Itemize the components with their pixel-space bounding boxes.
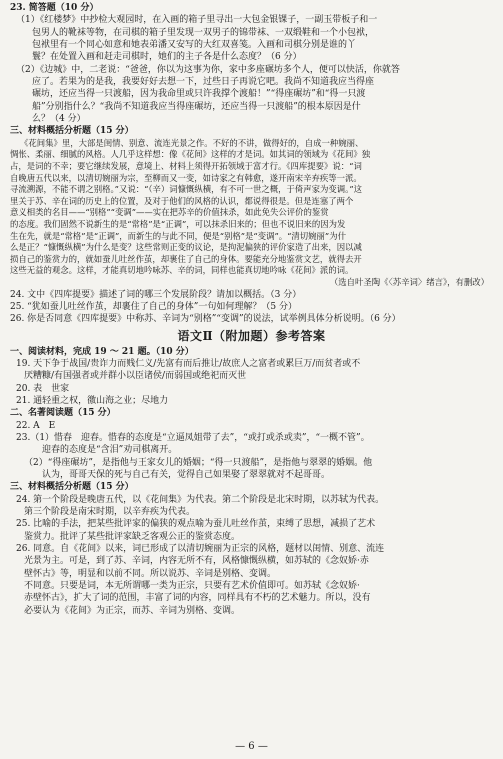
answer-title: 语文Ⅱ（附加题）参考答案	[177, 328, 326, 343]
answers-section3-heading: 三、材料概括分析题（15 分）	[10, 482, 134, 493]
answer-23-1-line: 23.（1）惜春 迎春。惜春的态度是“立逼凤姐带了去”，“或打或杀或卖”，“一概不管”。	[16, 432, 370, 443]
q23-1-line: （1）《红楼梦》中抄检大观园时，在入画的箱子里寻出一大包金银锞子，一副玉带板子和一	[16, 15, 378, 26]
passage-source: （选自叶圣陶《〈苏辛词〉绪言》，有删改）	[329, 276, 489, 287]
passage-line: 意义相类的名目——“别格”“变调”——实在把苏辛的价值抹杀，如此免失公评价的鉴赏	[10, 207, 329, 218]
answer-23-2-line: 认为，哥哥天保的死与自己有关，觉得自己如果娶了翠翠就对不起哥哥。	[42, 469, 331, 480]
answer-19-line: 厌糟糠/有国强者或并群小以臣诸侯/而弱国或绝祀而灭世	[24, 371, 247, 382]
answer-26-line: 26. 同意。自《花间》以来，词已形成了以清切婉丽为正宗的风格，题材以闺情、别意、流连	[16, 544, 385, 555]
answer-19-line: 19. 天下争于战国/贵诈力而贱仁义/先富有而后推让/故庶人之富者或累巨万/而贫者或不	[16, 358, 361, 369]
answer-24-line: 24. 第一个阶段是晚唐五代，以《花间集》为代表。第二个阶段是北宋时期，以苏轼为代表。	[16, 494, 385, 505]
passage-line: 惆怅、柔丽、细腻的风格。人几乎这样想：像《花间》这样的才是词。如其词的领域为《花间》独	[10, 149, 371, 160]
answers-section3	[10, 481, 493, 617]
answer-20: 20. 表 世家	[16, 383, 70, 394]
passage-line: 损自己的鉴赏力的，就如蚕儿吐丝作茧，却裹住了自己的身体。要能充分地鉴赏文艺，就得去开	[10, 253, 362, 264]
answer-23-1-line: 迎春的态度是“含泪”劝司棋离开。	[42, 445, 178, 456]
q23-block	[10, 2, 493, 125]
passage-line: 的态度。我们固然不说新生的是“常格”是“正调”，可以抹杀旧来的；但也不说旧来的因为发	[10, 218, 346, 229]
passage-line: 生在先，就是“常格”是“正调”，而新生的与此不同，便是“别格”是“变调”。“清切婉丽”为什	[10, 230, 346, 241]
answer-22: 22. A E	[16, 420, 56, 431]
q23-1-line: 包袱里有一个同心如意和她表弟潘又安写的大红双喜笺。入画和司棋分别是谁的丫	[32, 40, 357, 51]
answer-25-line: 鉴赏力。批评了某些批评家缺乏客观公正的鉴赏态度。	[24, 531, 241, 542]
answer-26-line: 壁怀古》等，明显和以前不同。所以说苏、辛词是别格、变调。	[24, 568, 277, 579]
q23-heading: 23. 简答题（10 分）	[10, 3, 99, 13]
answer-26-line: 不同意。只要是词，本无所谓哪一类为正宗，只要有艺术价值即可。如苏轼《念奴娇·	[24, 581, 360, 592]
passage-line: 这些无益的观念。这样，才能真切地吟咏苏、辛的词，同样也能真切地吟咏《花间》派的词。	[10, 265, 354, 276]
answer-25-line: 25. 比喻的手法，把某些批评家的偏狭的观点喻为蚕儿吐丝作茧，束缚了思想，减损了艺术	[16, 519, 376, 530]
passage-line: 里关于苏、辛在词的历史上的位置，及对于他们的风格的认识，都说得很是。但是连塞了两个	[10, 195, 354, 206]
passage-line: 么是正？“慷慨纵横”为什么是变？这些常则正变的议论，是拘泥偏狭的评价家造了出来，因以减	[10, 242, 362, 253]
q23-2-line: 应了。若果为的是我，我要好好去想一下，过些日子再说它吧。我尚不知道我应当得座	[32, 77, 375, 88]
answers-section1-heading: 一、阅读材料，完成 19 ～ 21 题。（10 分）	[10, 346, 194, 357]
q26-text: 26. 你是否同意《四库提要》中称苏、辛词为“别格”“变调”的说法，试举例具体分析说明。（6 分）	[10, 314, 401, 325]
answer-26-line: 必要认为《花间》为正宗，而苏、辛词为别格、变调。	[24, 605, 241, 616]
answer-24-line: 第三个阶段是南宋时期，以辛弃疾为代表。	[24, 507, 196, 517]
reading-passage	[10, 138, 493, 289]
answer-21: 21. 通轻重之权，徼山海之业；尽地力	[16, 395, 169, 406]
q23-1-line: 包男人的靴袜等物，在司棋的箱子里发现一双男子的锦带袜、一双缎鞋和一个小包袱，	[32, 27, 375, 38]
answers-section2	[10, 407, 493, 481]
answer-26-line: 赤壁怀古》，扩大了词的范围，丰富了词的内容，同样具有不朽的艺术魅力。所以，没有	[24, 593, 371, 604]
passage-line: 《花间集》里，大部是闺情、别意、流连光景之作。不好的不讲，做得好的，自成一种婉丽、	[20, 137, 364, 148]
q23-2-line: 么？（4 分）	[32, 114, 86, 125]
q25-text: 25. “犹如蚕儿吐丝作茧，却裹住了自己的身体”一句如何理解？（5 分）	[10, 301, 297, 312]
answers-section2-heading: 二、名著阅读题（15 分）	[10, 408, 116, 419]
q23-2-line: （2）《边城》中，二老说：“爸爸，你以为这事为你，家中多座碾坊多个人，便可以快活，你就答	[16, 64, 400, 75]
answers-section1	[10, 346, 493, 408]
q23-1-line: 鬟？在处置入画和赶走司棋时，她们的主子各是什么态度？（6 分）	[32, 52, 302, 63]
q23-2-line: 碾坊，还应当得一只渡船，因为我命里或只许我撑个渡船！”“得座碾坊”和“得一只渡	[32, 89, 366, 100]
section3-heading: 三、材料概括分析题（15 分）	[10, 126, 134, 137]
page-number: — 6 —	[235, 740, 268, 752]
passage-line: 寻流溯源，不能不谓之别格。”又说：“（辛）词慷慨纵横，有不可一世之概，于倚声家为变调。”这	[10, 184, 363, 195]
answer-23-2-line: （2）“得座碾坊”，是指他与王家女儿的婚姻；“得一只渡船”，是指他与翠翠的婚姻。他	[24, 457, 373, 468]
q24-text: 24. 文中《四库提要》描述了词的哪三个发展阶段？请加以概括。（3 分）	[10, 289, 302, 300]
passage-line: 占，是词的不幸；要它继续发展，意境上、材料上须得开拓领域于富才行。《四库提要》说：“词	[10, 160, 362, 171]
passage-line: 自晚唐五代以来，以清切婉丽为宗，至柳而又一变，如诗家之有韩愈，遂开南宋辛弃疾等一派。	[10, 172, 362, 183]
q23-2-line: 船”分别指什么？“我尚不知道我应当得座碾坊，还应当得一只渡船”的根本原因是什	[32, 101, 361, 112]
answer-26-line: 光景为主。可是，到了苏、辛词，内容无所不有，风格慷慨纵横，如苏轼的《念奴娇·赤	[24, 556, 369, 567]
